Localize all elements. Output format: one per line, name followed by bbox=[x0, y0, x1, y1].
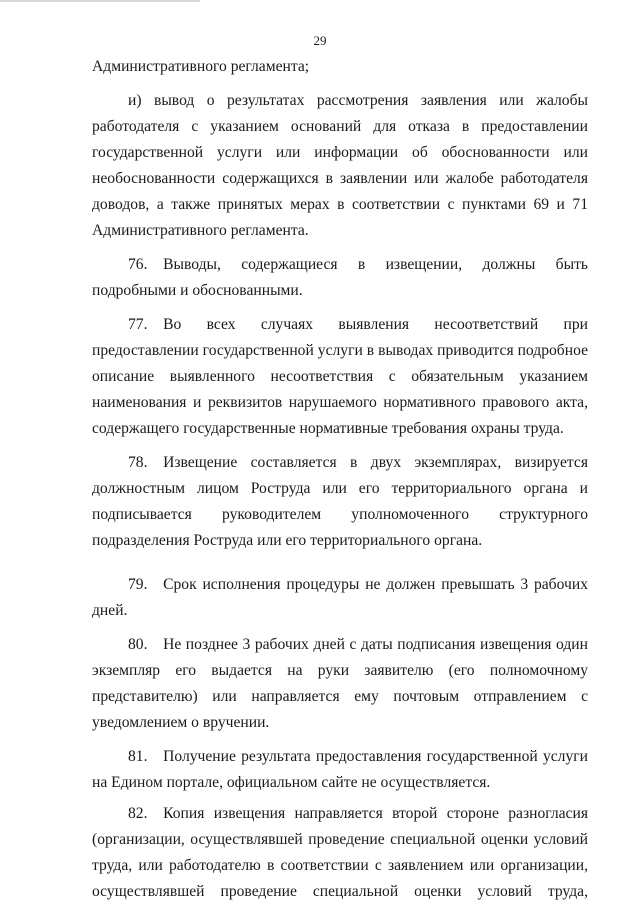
document-body bbox=[92, 54, 588, 905]
paragraph-78: 78. Извещение составляется в двух экземплярах, визируется должностным лицом Роструда или его территориального органа и подписывается руководителем уполномоченного структурного подразделения Роструда или его территориального органа. bbox=[92, 454, 588, 549]
paragraph-80: 80. Не позднее 3 рабочих дней с даты подписания извещения один экземпляр его выдается на руки заявителю (его полномочному представителю) или направляется ему почтовым отправлением с уведомлением о вручении. bbox=[92, 636, 588, 731]
paragraph-continuation: Административного регламента; bbox=[92, 58, 310, 75]
paragraph-77: 77. Во всех случаях выявления несоответствий при предоставлении государственной услуги в выводах приводится подробное описание выявленного несоответствия с обязательным указанием наименования и реквизитов нарушаемого нормативного правового акта, содержащего государственные нормативные требования охраны труда. bbox=[92, 316, 588, 437]
paragraph-79: 79. Срок исполнения процедуры не должен превышать 3 рабочих дней. bbox=[92, 576, 588, 619]
paragraph-item-i: и) вывод о результатах рассмотрения заявления или жалобы работодателя с указанием оснований для отказа в предоставлении государственной услуги или информации об обоснованности или необоснованности содержащихся в заявлении или жалобе работодателя доводов, а также принятых мерах в соответствии с пунктами 69 и 71 Административного регламента. bbox=[92, 92, 588, 239]
paragraph-82: 82. Копия извещения направляется второй стороне разногласия (организации, осуществлявшей проведение специальной оценки условий труда, или работодателю в соответствии с заявлением или организации, осуществлявшей проведение специальной оценки условий труда, bbox=[92, 805, 588, 900]
scan-edge-line bbox=[0, 0, 200, 2]
paragraph-81: 81. Получение результата предоставления государственной услуги на Едином портале, официальном сайте не осуществляется. bbox=[92, 748, 588, 791]
page-number: 29 bbox=[313, 33, 327, 48]
paragraph-76: 76. Выводы, содержащиеся в извещении, должны быть подробными и обоснованными. bbox=[92, 256, 588, 299]
